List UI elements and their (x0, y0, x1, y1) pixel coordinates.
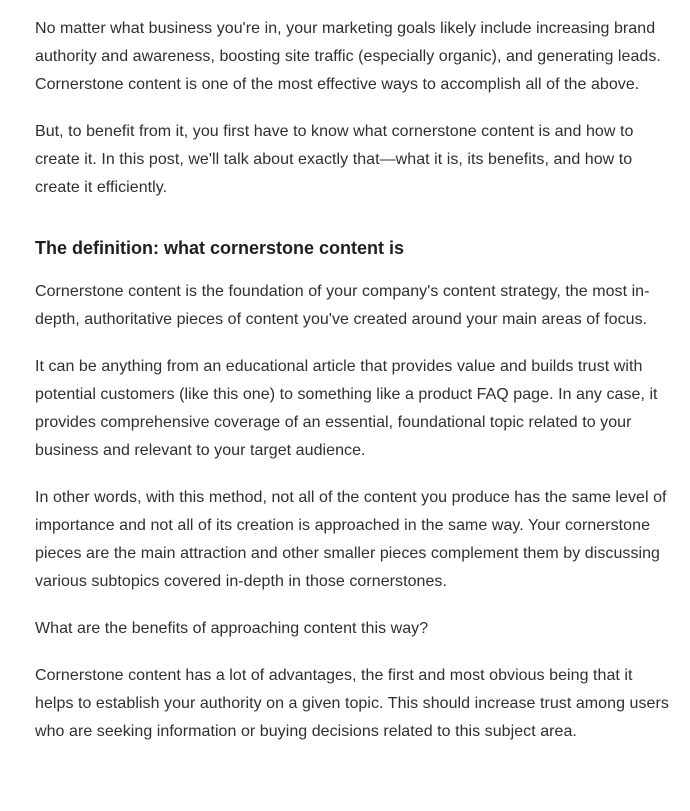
intro-paragraph-2: But, to benefit from it, you first have to know what cornerstone content is and how to create it. In this post, we'll talk about exactly that—what it is, its benefits, and how to create it efficiently. (35, 123, 634, 196)
definition-paragraph-3: In other words, with this method, not all of the content you produce has the same level of importance and not all of its creation is approached in the same way. Your cornerstone pieces are the main attraction and other smaller pieces complement them by discussing various subtopics covered in-depth in those cornerstones. (35, 489, 667, 590)
definition-paragraph-2: It can be anything from an educational article that provides value and builds trust with potential customers (like this one) to something like a product FAQ page. In any case, it provides comprehensive coverage of an essential, foundational topic related to your business and relevant to your target audience. (35, 358, 658, 459)
intro-paragraph-1: No matter what business you're in, your marketing goals likely include increasing brand authority and awareness, boosting site traffic (especially organic), and generating leads. Cornerstone content is one of the most effective ways to accomplish all of the above. (35, 20, 661, 93)
benefits-question: What are the benefits of approaching content this way? (35, 620, 429, 637)
section-heading: The definition: what cornerstone content is (35, 238, 405, 258)
definition-paragraph-1: Cornerstone content is the foundation of your company's content strategy, the most in-depth, authoritative pieces of content you've created around your main areas of focus. (35, 283, 650, 328)
benefits-paragraph: Cornerstone content has a lot of advantages, the first and most obvious being that it helps to establish your authority on a given topic. This should increase trust among users who are seeking information or buying decisions related to this subject area. (35, 667, 669, 740)
article-body (35, 15, 675, 746)
